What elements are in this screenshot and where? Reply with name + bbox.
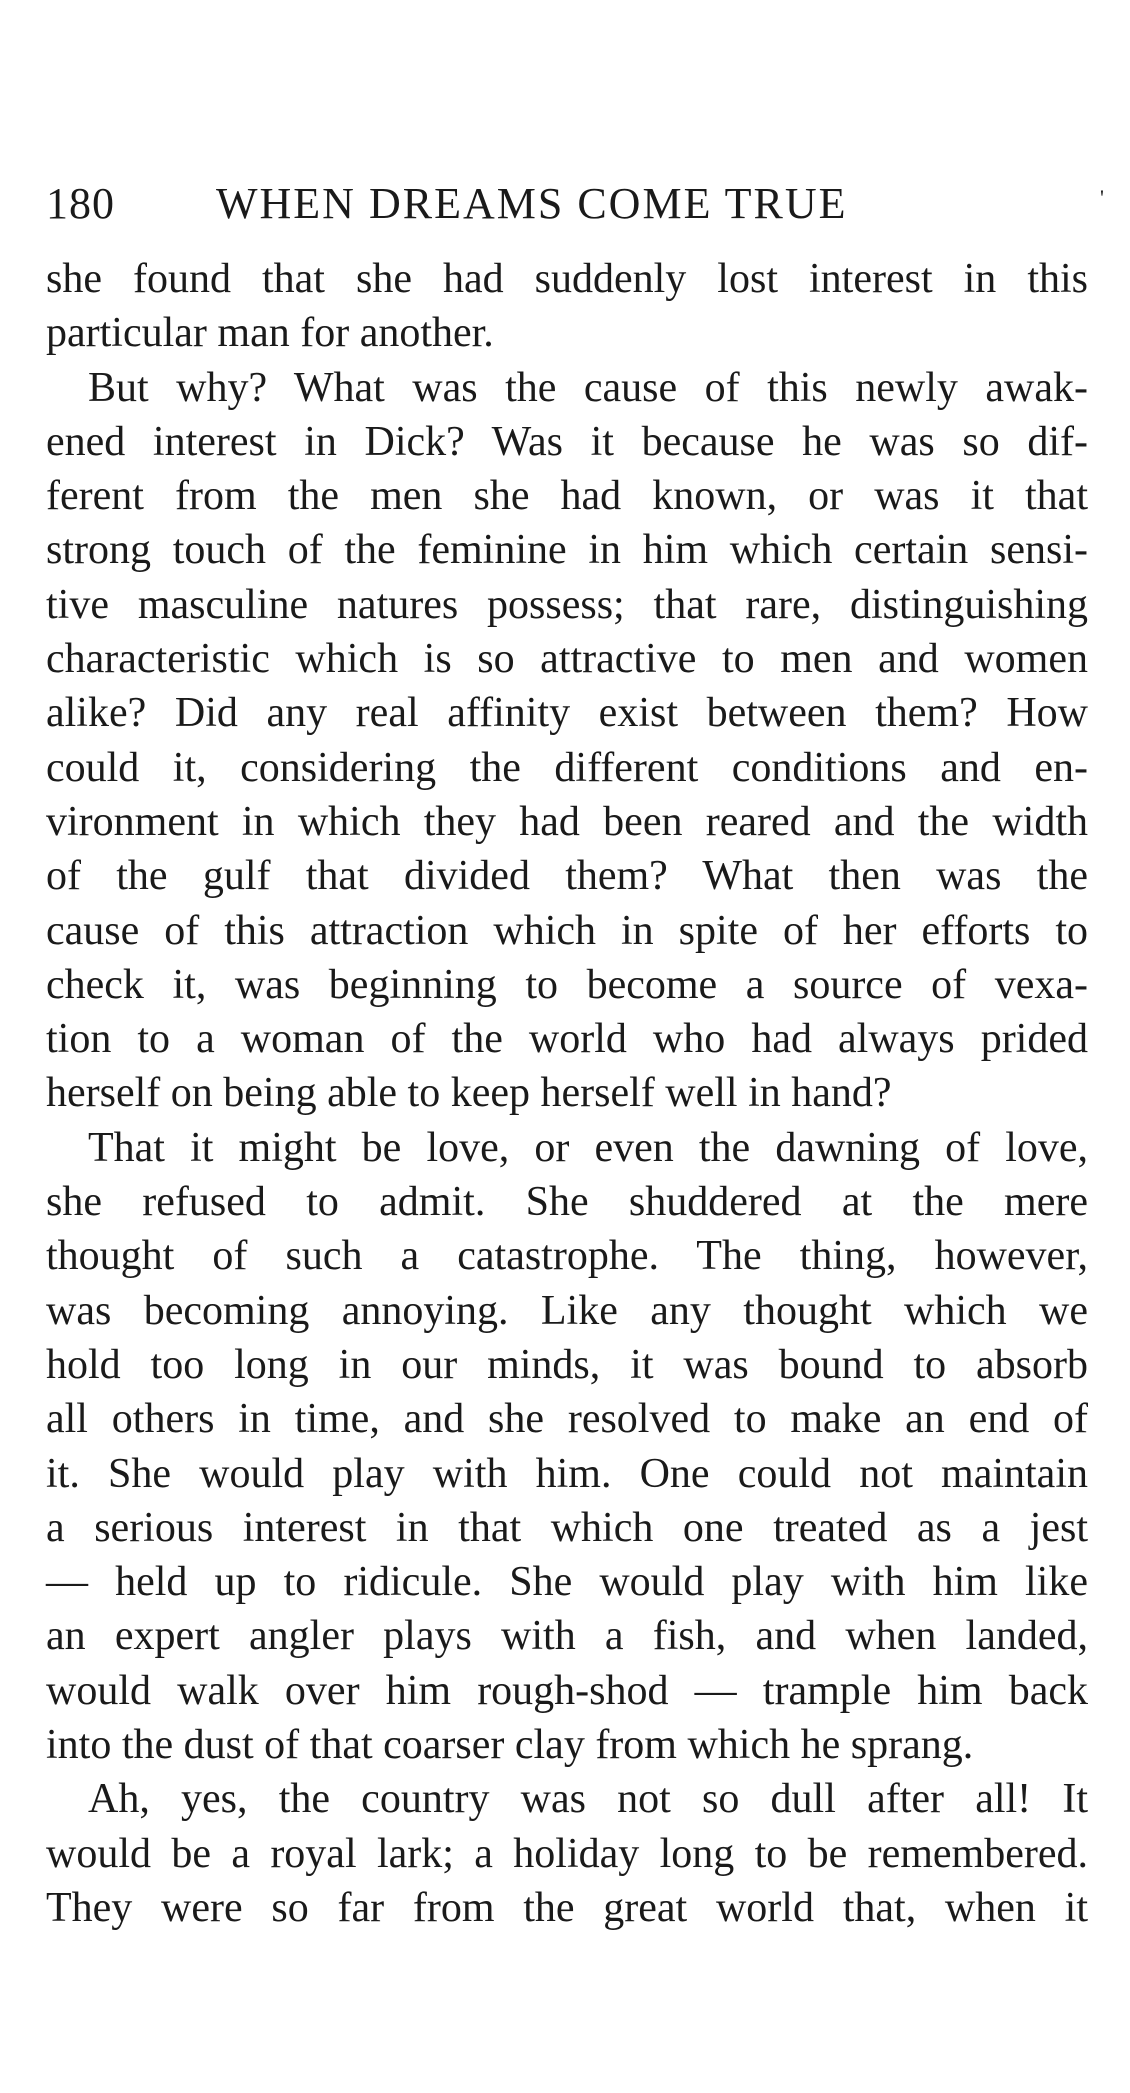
stray-ink-mark: ' [1100,185,1104,210]
text-line: tion to a woman of the world who had always prided [46,1016,1088,1063]
paragraph-3 [46,1121,1088,1773]
text-line: vironment in which they had been reared and the width [46,798,1088,845]
text-line: check it, was beginning to become a source of vexa- [46,961,1088,1008]
text-line: But why? What was the cause of this newly awak- [88,364,1088,411]
text-line: thought of such a catastrophe. The thing, however, [46,1233,1088,1280]
text-line: particular man for another. [46,310,494,357]
paragraph-4 [46,1772,1088,1935]
book-page [46,178,1088,1935]
text-line: it. She would play with him. One could not maintain [46,1450,1088,1497]
text-line: Ah, yes, the country was not so dull after all! It [88,1776,1088,1823]
running-head [46,178,1088,234]
running-title: WHEN DREAMS COME TRUE [216,179,848,228]
text-line: cause of this attraction which in spite of her efforts to [46,907,1088,954]
text-line: strong touch of the feminine in him which certain sensi- [46,527,1088,574]
text-line: hold too long in our minds, it was bound to absorb [46,1341,1088,1388]
paragraph-2 [46,361,1088,1121]
text-line: That it might be love, or even the dawning of love, [88,1124,1088,1171]
page-number: 180 [46,179,115,228]
text-line: alike? Did any real affinity exist between them? How [46,690,1088,737]
text-line: was becoming annoying. Like any thought which we [46,1287,1088,1334]
text-line: ferent from the men she had known, or was it that [46,473,1088,520]
body-text [46,252,1088,1935]
text-line: — held up to ridicule. She would play with him like [46,1559,1088,1606]
text-line: she refused to admit. She shuddered at the mere [46,1179,1088,1226]
text-line: herself on being able to keep herself well in hand? [46,1070,892,1117]
text-line: would walk over him rough-shod — trample him back [46,1667,1088,1714]
text-line: characteristic which is so attractive to men and women [46,636,1088,683]
text-line: into the dust of that coarser clay from which he sprang. [46,1722,974,1769]
text-line: could it, considering the different conditions and en- [46,744,1088,791]
paragraph-1 [46,252,1088,361]
text-line: would be a royal lark; a holiday long to be remembered. [46,1830,1088,1877]
text-line: of the gulf that divided them? What then was the [46,853,1088,900]
text-line: she found that she had suddenly lost interest in this [46,256,1088,302]
text-line: all others in time, and she resolved to make an end of [46,1396,1088,1443]
text-line: ened interest in Dick? Was it because he was so dif- [46,418,1088,465]
text-line: tive masculine natures possess; that rare, distinguishing [46,581,1088,628]
text-line: an expert angler plays with a fish, and when landed, [46,1613,1088,1660]
text-line: They were so far from the great world that, when it [46,1884,1088,1931]
text-line: a serious interest in that which one treated as a jest [46,1504,1088,1551]
